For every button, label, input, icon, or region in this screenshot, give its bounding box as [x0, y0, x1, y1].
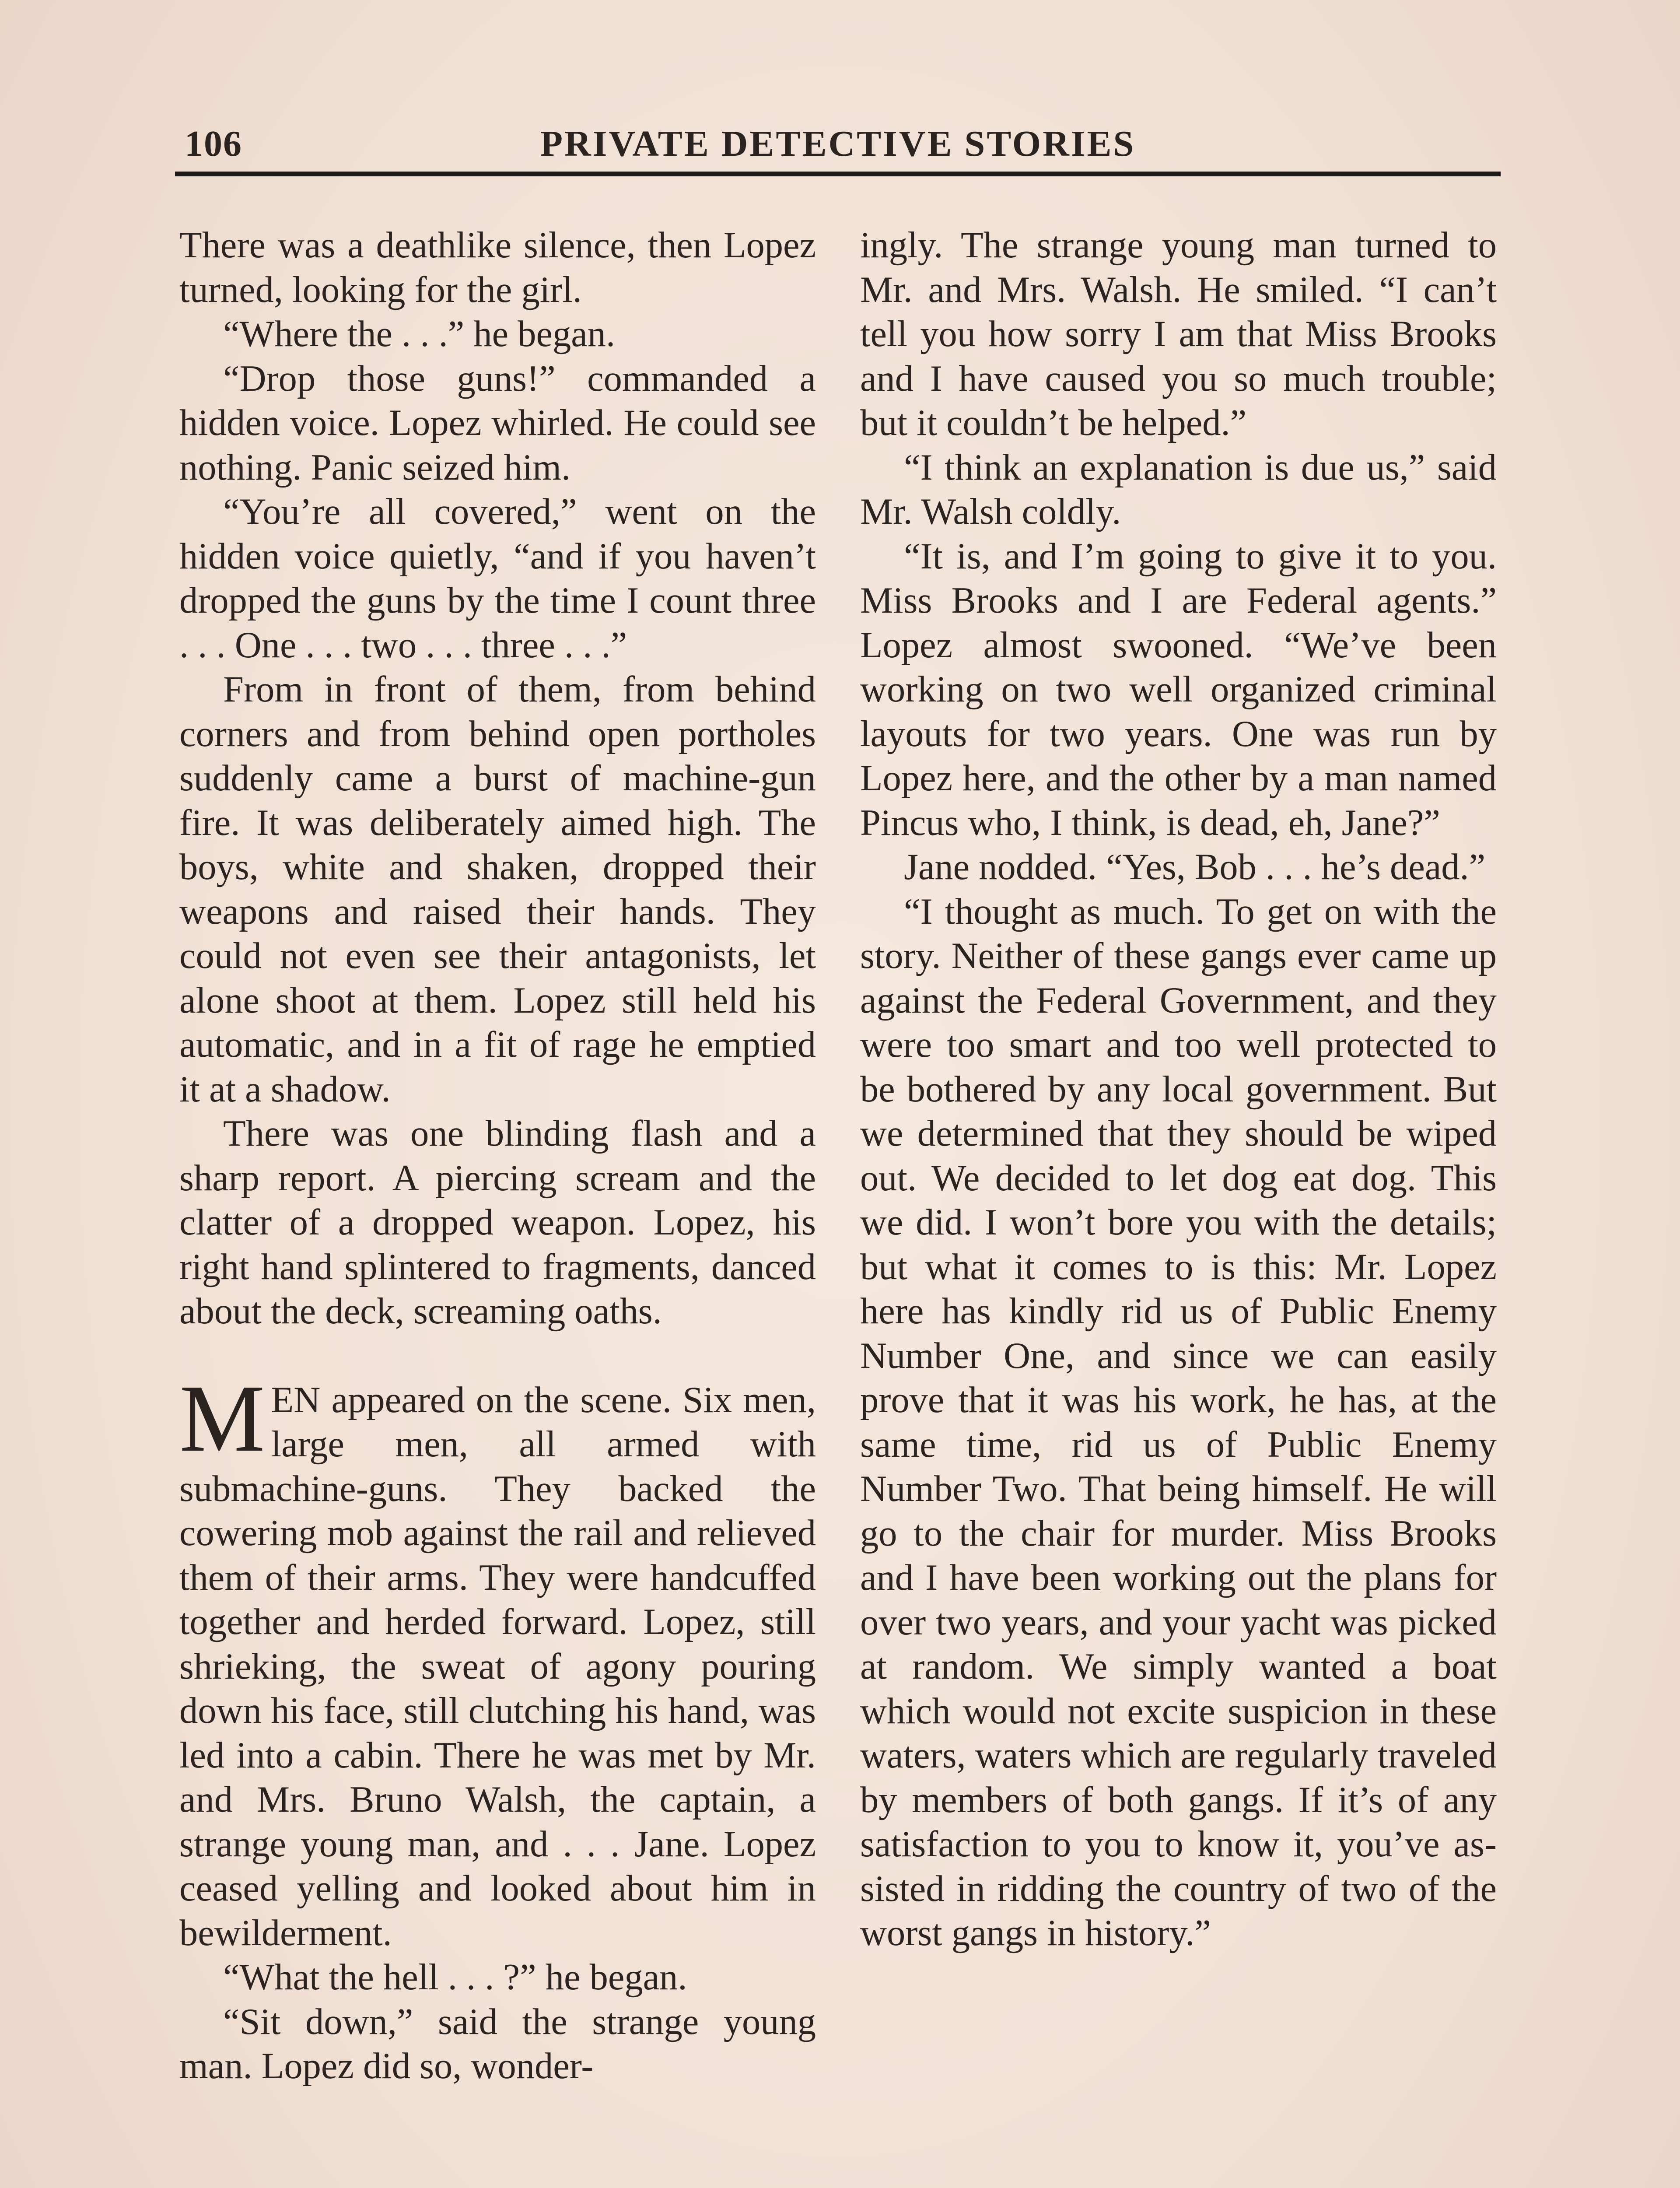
section-break [179, 1334, 816, 1378]
page-header [175, 115, 1501, 180]
paragraph: From in front of them, from behind corners and from behind open portholes suddenly came a burst of machine-gun fire. It was deliberately aimed high. The boys, white and shaken, dropped their weapons and raised their hands. They could not even see their antagonists, let alone shoot at them. Lopez still held his automatic, and in a fit of rage he emptied it at a shadow. [179, 669, 816, 1110]
paragraph: “What the hell . . . ?” he began. [223, 1957, 687, 1998]
running-head: PRIVATE DETECTIVE STORIES [540, 123, 1136, 164]
paragraph: Jane nodded. “Yes, Bob . . . he’s dead.” [904, 847, 1486, 887]
page-number: 106 [185, 123, 242, 164]
right-column [860, 223, 1497, 1956]
section-opening-text: EN appeared on the scene. Six men, large men, all armed with submachine-guns. They backed the cowering mob against the rail and relieved them of their arms. They were handcuffed together and herded forward. Lopez, still shrieking, the sweat of agony pouring down his face, still clutching his hand, was led into a cabin. There he was met by Mr. and Mrs. Bruno Walsh, the captain, a strange young man, and . . . Jane. Lopez ceased yelling and looked about him in bewilderment. [179, 1379, 816, 1953]
drop-cap: M [179, 1364, 265, 1472]
paragraph: “I thought as much. To get on with the story. Neither of these gangs ever came up against the Federal Government, and they were too smart and too well protected to be bothered by any local government. But we determined that they should be wiped out. We decided to let dog eat dog. This we did. I won’t bore you with the details; but what it comes to is this: Mr. Lopez here has kindly rid us of Public Enemy Number One, and since we can easily prove that it was his work, he has, at the same time, rid us of Public Enemy Number Two. That being himself. He will go to the chair for murder. Miss Brooks and I have been working out the plans for over two years, and your yacht was picked at random. We simply wanted a boat which would not excite suspicion in these waters, waters which are regularly traveled by members of both gangs. If it’s of any satisfaction to you to know it, you’ve assisted in ridding the country of two of the worst gangs in history.” [860, 891, 1497, 1953]
header-rule [175, 172, 1501, 176]
paragraph: “I think an explanation is due us,” said Mr. Walsh coldly. [860, 447, 1497, 532]
paragraph: ingly. The strange young man turned to Mr. and Mrs. Walsh. He smiled. “I can’t tell you how sorry I am that Miss Brooks and I have caused you so much trouble; but it couldn’t be helped.” [860, 225, 1497, 443]
paragraph: “You’re all covered,” went on the hidden voice quietly, “and if you haven’t dropped the guns by the time I count three . . . One . . . two . . . three . . .” [179, 491, 816, 666]
paragraph: “Sit down,” said the strange young man. Lopez did so, wonder- [179, 2001, 816, 2086]
section-opening-paragraph [179, 1364, 816, 1956]
paragraph: There was a deathlike silence, then Lopez turned, looking for the girl. [179, 225, 816, 310]
paragraph: “Where the . . .” he began. [223, 314, 616, 354]
paragraph: “It is, and I’m going to give it to you. Miss Brooks and I are Federal agents.” Lopez almost swooned. “We’ve been working on two well organized criminal layouts for two years. One was run by Lopez here, and the other by a man named Pincus who, I think, is dead, eh, Jane?” [860, 536, 1497, 843]
paragraph: “Drop those guns!” commanded a hidden voice. Lopez whirled. He could see nothing. Panic seized him. [179, 358, 816, 488]
paragraph: There was one blinding flash and a sharp report. A piercing scream and the clatter of a dropped weapon. Lopez, his right hand splintered to fragments, danced about the deck, screaming oaths. [179, 1113, 816, 1332]
left-column [179, 223, 816, 2089]
